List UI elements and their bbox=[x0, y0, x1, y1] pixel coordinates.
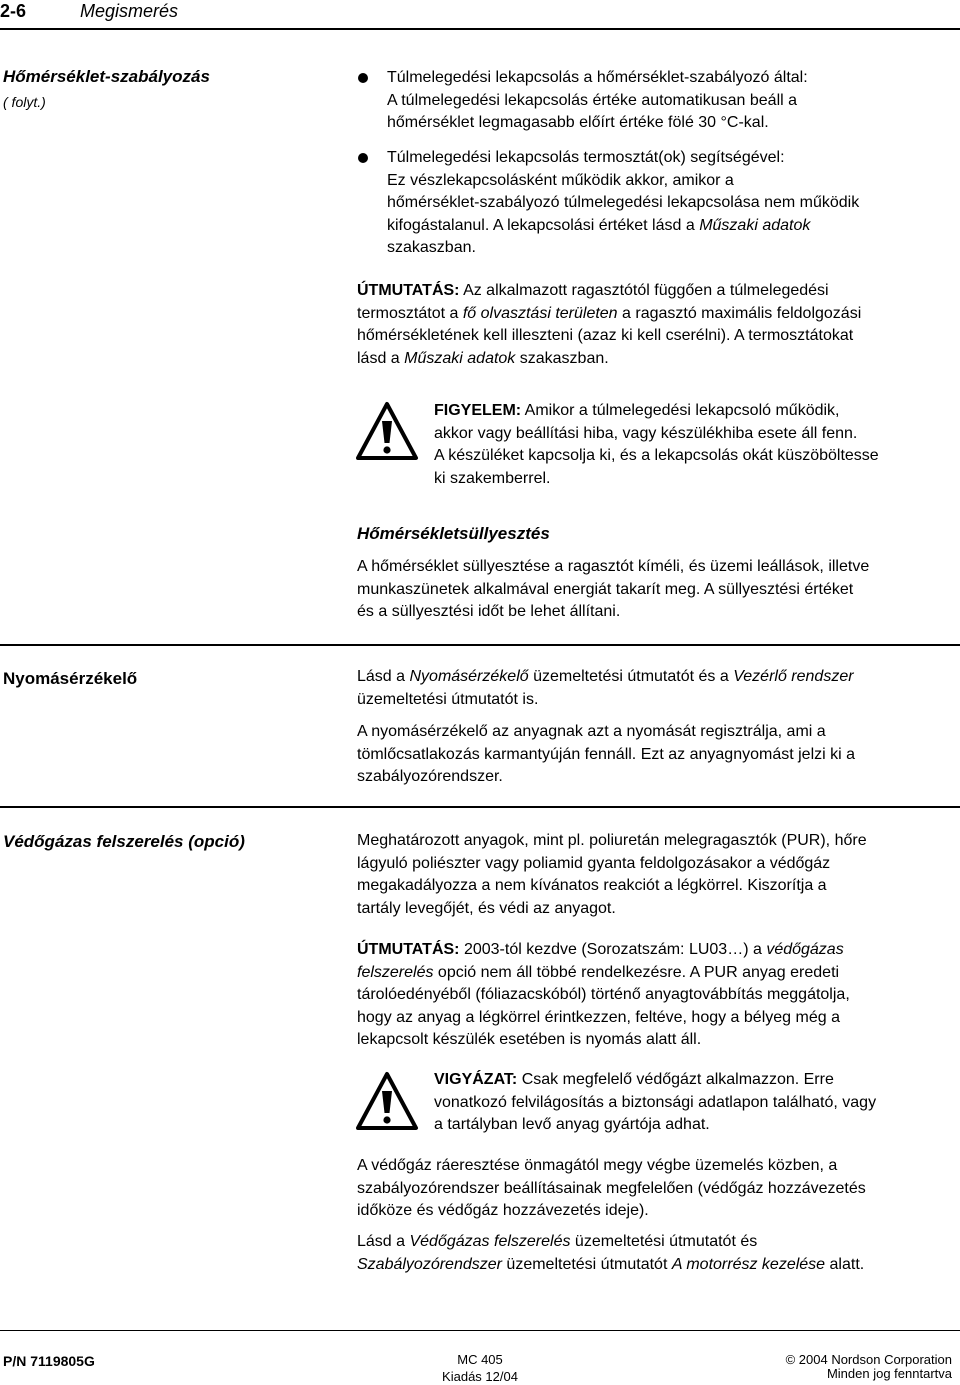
section-heading-pressure-sensor: Nyomásérzékelő bbox=[3, 669, 138, 688]
section-divider bbox=[0, 644, 960, 646]
section-subheading-continued: ( folyt.) bbox=[3, 94, 46, 110]
copyright: © 2004 Nordson Corporation bbox=[785, 1352, 952, 1367]
warning-label: FIGYELEM: bbox=[434, 402, 522, 419]
caution-label: VIGYÁZAT: bbox=[434, 1071, 518, 1088]
setback-paragraph: A hőmérséklet süllyesztése a ragasztót kíméli, és üzemi leállások, illetve munkaszünetek alkalmával energiát takarít meg. A süllyesztési értéket és a süllyesztési időt be lehet állítani. bbox=[357, 558, 870, 620]
gas-supply-paragraph: A védőgáz ráeresztése önmagától megy végbe üzemelés közben, a szabályozórendszer beállításainak megfelelően (védőgáz hozzávezetés időköze és védőgáz hozzávezetés ideje). bbox=[357, 1157, 866, 1219]
bullet-dot bbox=[358, 153, 368, 163]
warning-paragraph: FIGYELEM: Amikor a túlmelegedési lekapcsoló működik, akkor vagy beállítási hiba, vagy készülékhiba esete áll fenn. A készüléket kapcsolja ki, és a lekapcsolás okát küszöböltesse ki szakemberrel. bbox=[434, 402, 879, 487]
page-number: 2-6 bbox=[0, 1, 27, 21]
section-heading-temperature-control: Hőmérséklet-szabályozás bbox=[3, 67, 210, 86]
bullet-item-controller-shutdown: Túlmelegedési lekapcsolás a hőmérséklet-szabályozó által: A túlmelegedési lekapcsolás értéke automatikusan beáll a hőmérséklet legmagasabb előírt értéke fölé 30 °C-kal. bbox=[387, 69, 808, 131]
warning-triangle-icon bbox=[355, 401, 419, 461]
note-paragraph: ÚTMUTATÁS: 2003-tól kezdve (Sorozatszám: LU03…) a védőgázas felszerelés opció nem áll többé rendelkezésre. A PUR anyag eredeti tárolóedényéből (fóliazacskóból) történő anyagtovábbítás meggátolja, hogy az anyag a légkörrel érintkezzen, feltéve, hogy a bélyeg még a lekapcsolt készülék esetében is nyomás alatt áll. bbox=[357, 941, 850, 1048]
warning-triangle-icon bbox=[355, 1071, 419, 1131]
pressure-sensor-see-paragraph: Lásd a Nyomásérzékelő üzemeltetési útmutatót és a Vezérlő rendszer üzemeltetési útmutatót is. bbox=[357, 668, 854, 708]
pressure-sensor-paragraph: A nyomásérzékelő az anyagnak azt a nyomását regisztrálja, ami a tömlőcsatlakozás karmantyúján fennáll. Ezt az anyagnyomást jelzi ki a szabályozórendszer. bbox=[357, 723, 856, 785]
rights-reserved: Minden jog fenntartva bbox=[826, 1366, 952, 1381]
header-rule bbox=[0, 28, 960, 30]
bullet-item-thermostat-shutdown: Túlmelegedési lekapcsolás termosztát(ok) segítségével: Ez vészlekapcsolásként működik akkor, amikor a hőmérséklet-szabályozó túlmelegedési lekapcsolása nem működik kifogástalanul. A lekapcsolási értéket lásd a Műszaki adatok szakaszban. bbox=[387, 149, 860, 256]
part-number: P/N 7119805G bbox=[3, 1353, 95, 1369]
subsection-heading-temperature-setback: Hőmérsékletsüllyesztés bbox=[357, 524, 550, 543]
note-label: ÚTMUTATÁS: bbox=[357, 282, 460, 299]
section-divider bbox=[0, 806, 960, 808]
page-title: Megismerés bbox=[80, 1, 179, 21]
caution-paragraph: VIGYÁZAT: Csak megfelelő védőgázt alkalmazzon. Erre vonatkozó felvilágosítás a biztonsági adatlapon található, vagy a tartályban levő anyag gyártója adhat. bbox=[434, 1071, 877, 1133]
section-heading-protective-gas: Védőgázas felszerelés (opció) bbox=[3, 832, 245, 851]
document-code: MC 405 bbox=[457, 1352, 503, 1367]
protective-gas-paragraph: Meghatározott anyagok, mint pl. poliuretán melegragasztók (PUR), hőre lágyuló poliészter vagy poliamid gyanta feldolgozásakor a védőgáz megakadályozza a nem kívánatos reakciót a légkörrel. Kiszorítja a tartály levegőjét, és védi az anyagot. bbox=[357, 832, 867, 917]
bullet-dot bbox=[358, 73, 368, 83]
footer-rule bbox=[0, 1330, 960, 1331]
note-label: ÚTMUTATÁS: bbox=[357, 941, 460, 958]
edition: Kiadás 12/04 bbox=[442, 1369, 518, 1384]
gas-see-paragraph: Lásd a Védőgázas felszerelés üzemeltetési útmutatót és Szabályozórendszer üzemeltetési útmutatót A motorrész kezelése alatt. bbox=[357, 1233, 865, 1273]
note-paragraph: ÚTMUTATÁS: Az alkalmazott ragasztótól függően a túlmelegedési termosztátot a fő olvasztási területen a ragasztó maximális feldolgozási hőmérsékletének kell illeszteni (azaz ki kell cserélni). A termosztátokat lásd a Műszaki adatok szakaszban. bbox=[357, 282, 862, 367]
